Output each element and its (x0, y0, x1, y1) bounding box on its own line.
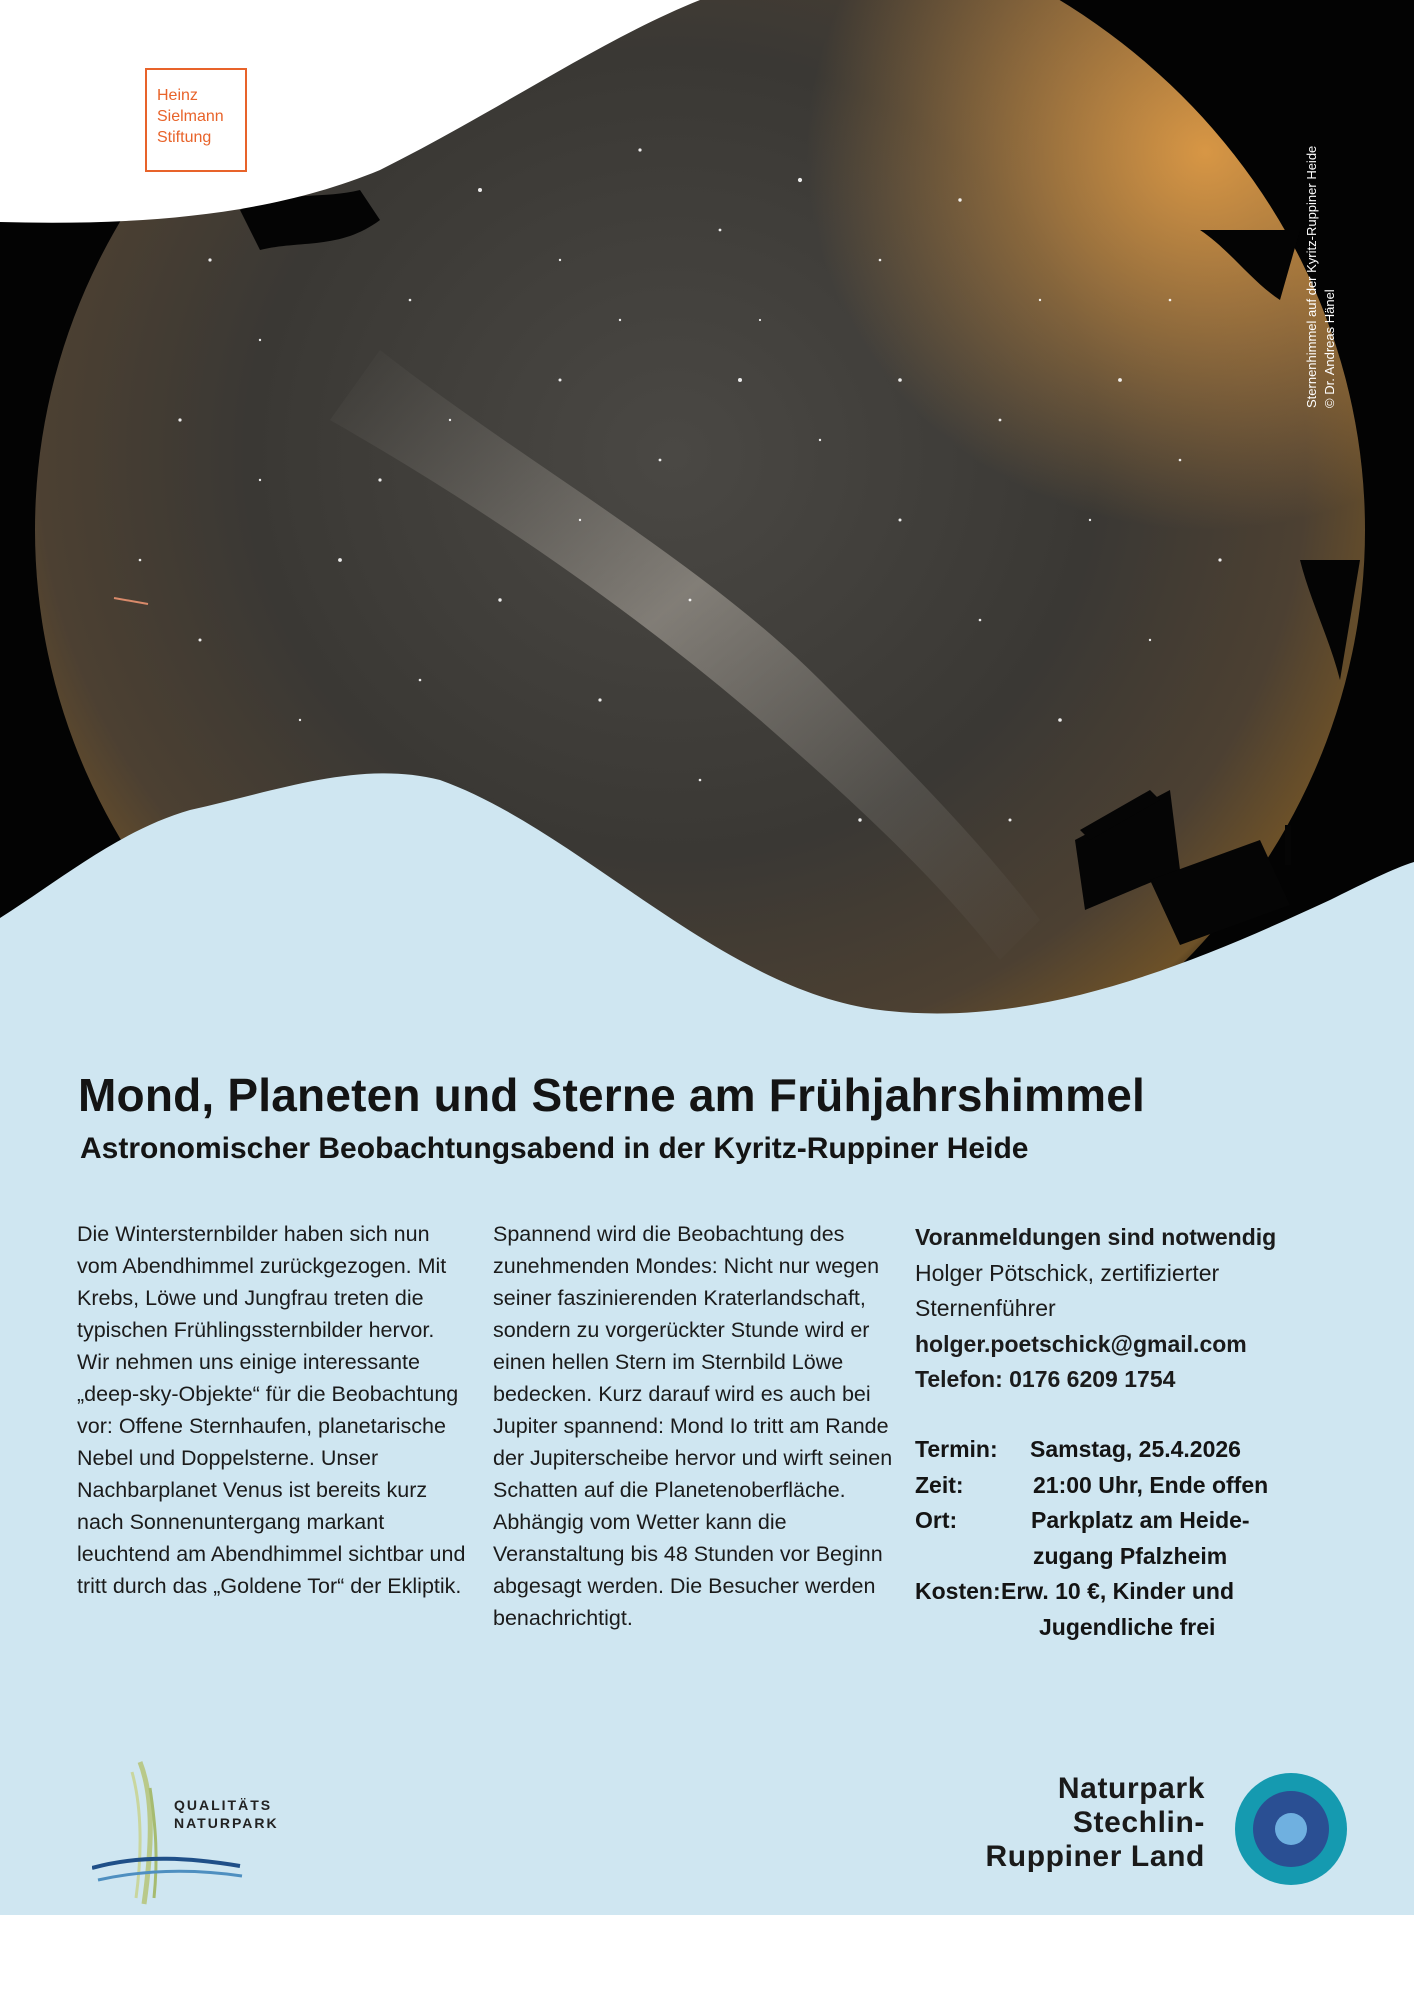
qualitaets-logo-line1: QUALITÄTS (174, 1797, 273, 1813)
qualitaets-naturpark-logo (92, 1758, 312, 1908)
detail-label: Termin: (915, 1436, 998, 1462)
detail-row-ort-cont (915, 1539, 1345, 1575)
contact-name: Holger Pötschick, zertifizierter (915, 1259, 1220, 1286)
photo-credit (1302, 72, 1338, 412)
description-column-2 (493, 1218, 893, 1634)
contact-phone: Telefon: 0176 6209 1754 (915, 1366, 1176, 1392)
contact-block (915, 1220, 1345, 1398)
detail-value: Samstag, 25.4.2026 (1030, 1436, 1241, 1462)
page-subtitle: Astronomischer Beobachtungsabend in der Kyritz-Ruppiner Heide (80, 1132, 1029, 1165)
contact-email[interactable]: holger.poetschick@gmail.com (915, 1330, 1247, 1357)
detail-value: Jugendliche frei (1039, 1613, 1216, 1640)
contact-role: Sternenführer (915, 1295, 1056, 1321)
description-text: Die Wintersternbilder haben sich nun vom Abendhimmel zurückgezogen. Mit Krebs, Löwe und Jungfrau treten die typischen Frühlingssternbilder hervor. Wir nehmen uns einige interessante „deep-sky-Objekte“ für die Beobachtung vor: Offene Sternhaufen, planetarische Nebel und Doppelsterne. Unser Nachbarplanet Venus ist bereits kurz nach Sonnenuntergang markant leuchtend am Abendhimmel sichtbar und tritt durch das „Goldene Tor“ der Ekliptik. (77, 1222, 466, 1598)
naturpark-logo-text (900, 1772, 1205, 1874)
logo-line: Stiftung (157, 129, 212, 146)
detail-row-kosten (915, 1574, 1345, 1610)
detail-row-ort (915, 1503, 1345, 1539)
description-column-1 (77, 1218, 472, 1602)
detail-row-termin (915, 1432, 1345, 1468)
heinz-sielmann-stiftung-logo (145, 68, 247, 172)
logo-line: Heinz (157, 87, 198, 104)
naturpark-logo-line: Stechlin- (1072, 1806, 1205, 1839)
detail-label: Ort: (915, 1507, 958, 1533)
detail-value: Erw. 10 €, Kinder und (1001, 1578, 1235, 1604)
detail-value: zugang Pfalzheim (1033, 1542, 1228, 1569)
detail-value: 21:00 Uhr, Ende offen (1033, 1471, 1269, 1498)
detail-row-kosten-cont (915, 1610, 1345, 1646)
page-title: Mond, Planeten und Sterne am Frühjahrshimmel (78, 1069, 1145, 1121)
detail-label: Kosten: (915, 1578, 1001, 1604)
detail-value: Parkplatz am Heide- (1031, 1507, 1250, 1533)
qualitaets-logo-line2: NATURPARK (174, 1815, 279, 1831)
description-text: Spannend wird die Beobachtung des zunehmenden Mondes: Nicht nur wegen seiner faszinierenden Kraterlandschaft, sondern zu vorgerückter Stunde wird er einen hellen Stern im Sternbild Löwe bedecken. Kurz darauf wird es auch bei Jupiter spannend: Mond Io tritt am Rande der Jupiterscheibe hervor und wirft seinen Schatten auf die Planetenoberfläche. Abhängig vom Wetter kann die Veranstaltung bis 48 Stunden vor Beginn abgesagt werden. Die Besucher werden benachrichtigt. (493, 1222, 893, 1630)
photo-credit-line1: Sternenhimmel auf der Kyritz-Ruppiner Heide (1304, 145, 1319, 408)
logo-line: Sielmann (157, 108, 224, 125)
photo-credit-line2: © Dr. Andreas Hänel (1322, 289, 1337, 408)
naturpark-logo-line: Naturpark (1057, 1772, 1205, 1805)
detail-label: Zeit: (915, 1471, 964, 1498)
detail-row-zeit (915, 1468, 1345, 1504)
event-details (915, 1432, 1345, 1645)
naturpark-circle-icon (1234, 1772, 1348, 1886)
registration-heading: Voranmeldungen sind notwendig (915, 1224, 1277, 1250)
naturpark-logo-line: Ruppiner Land (985, 1840, 1205, 1873)
